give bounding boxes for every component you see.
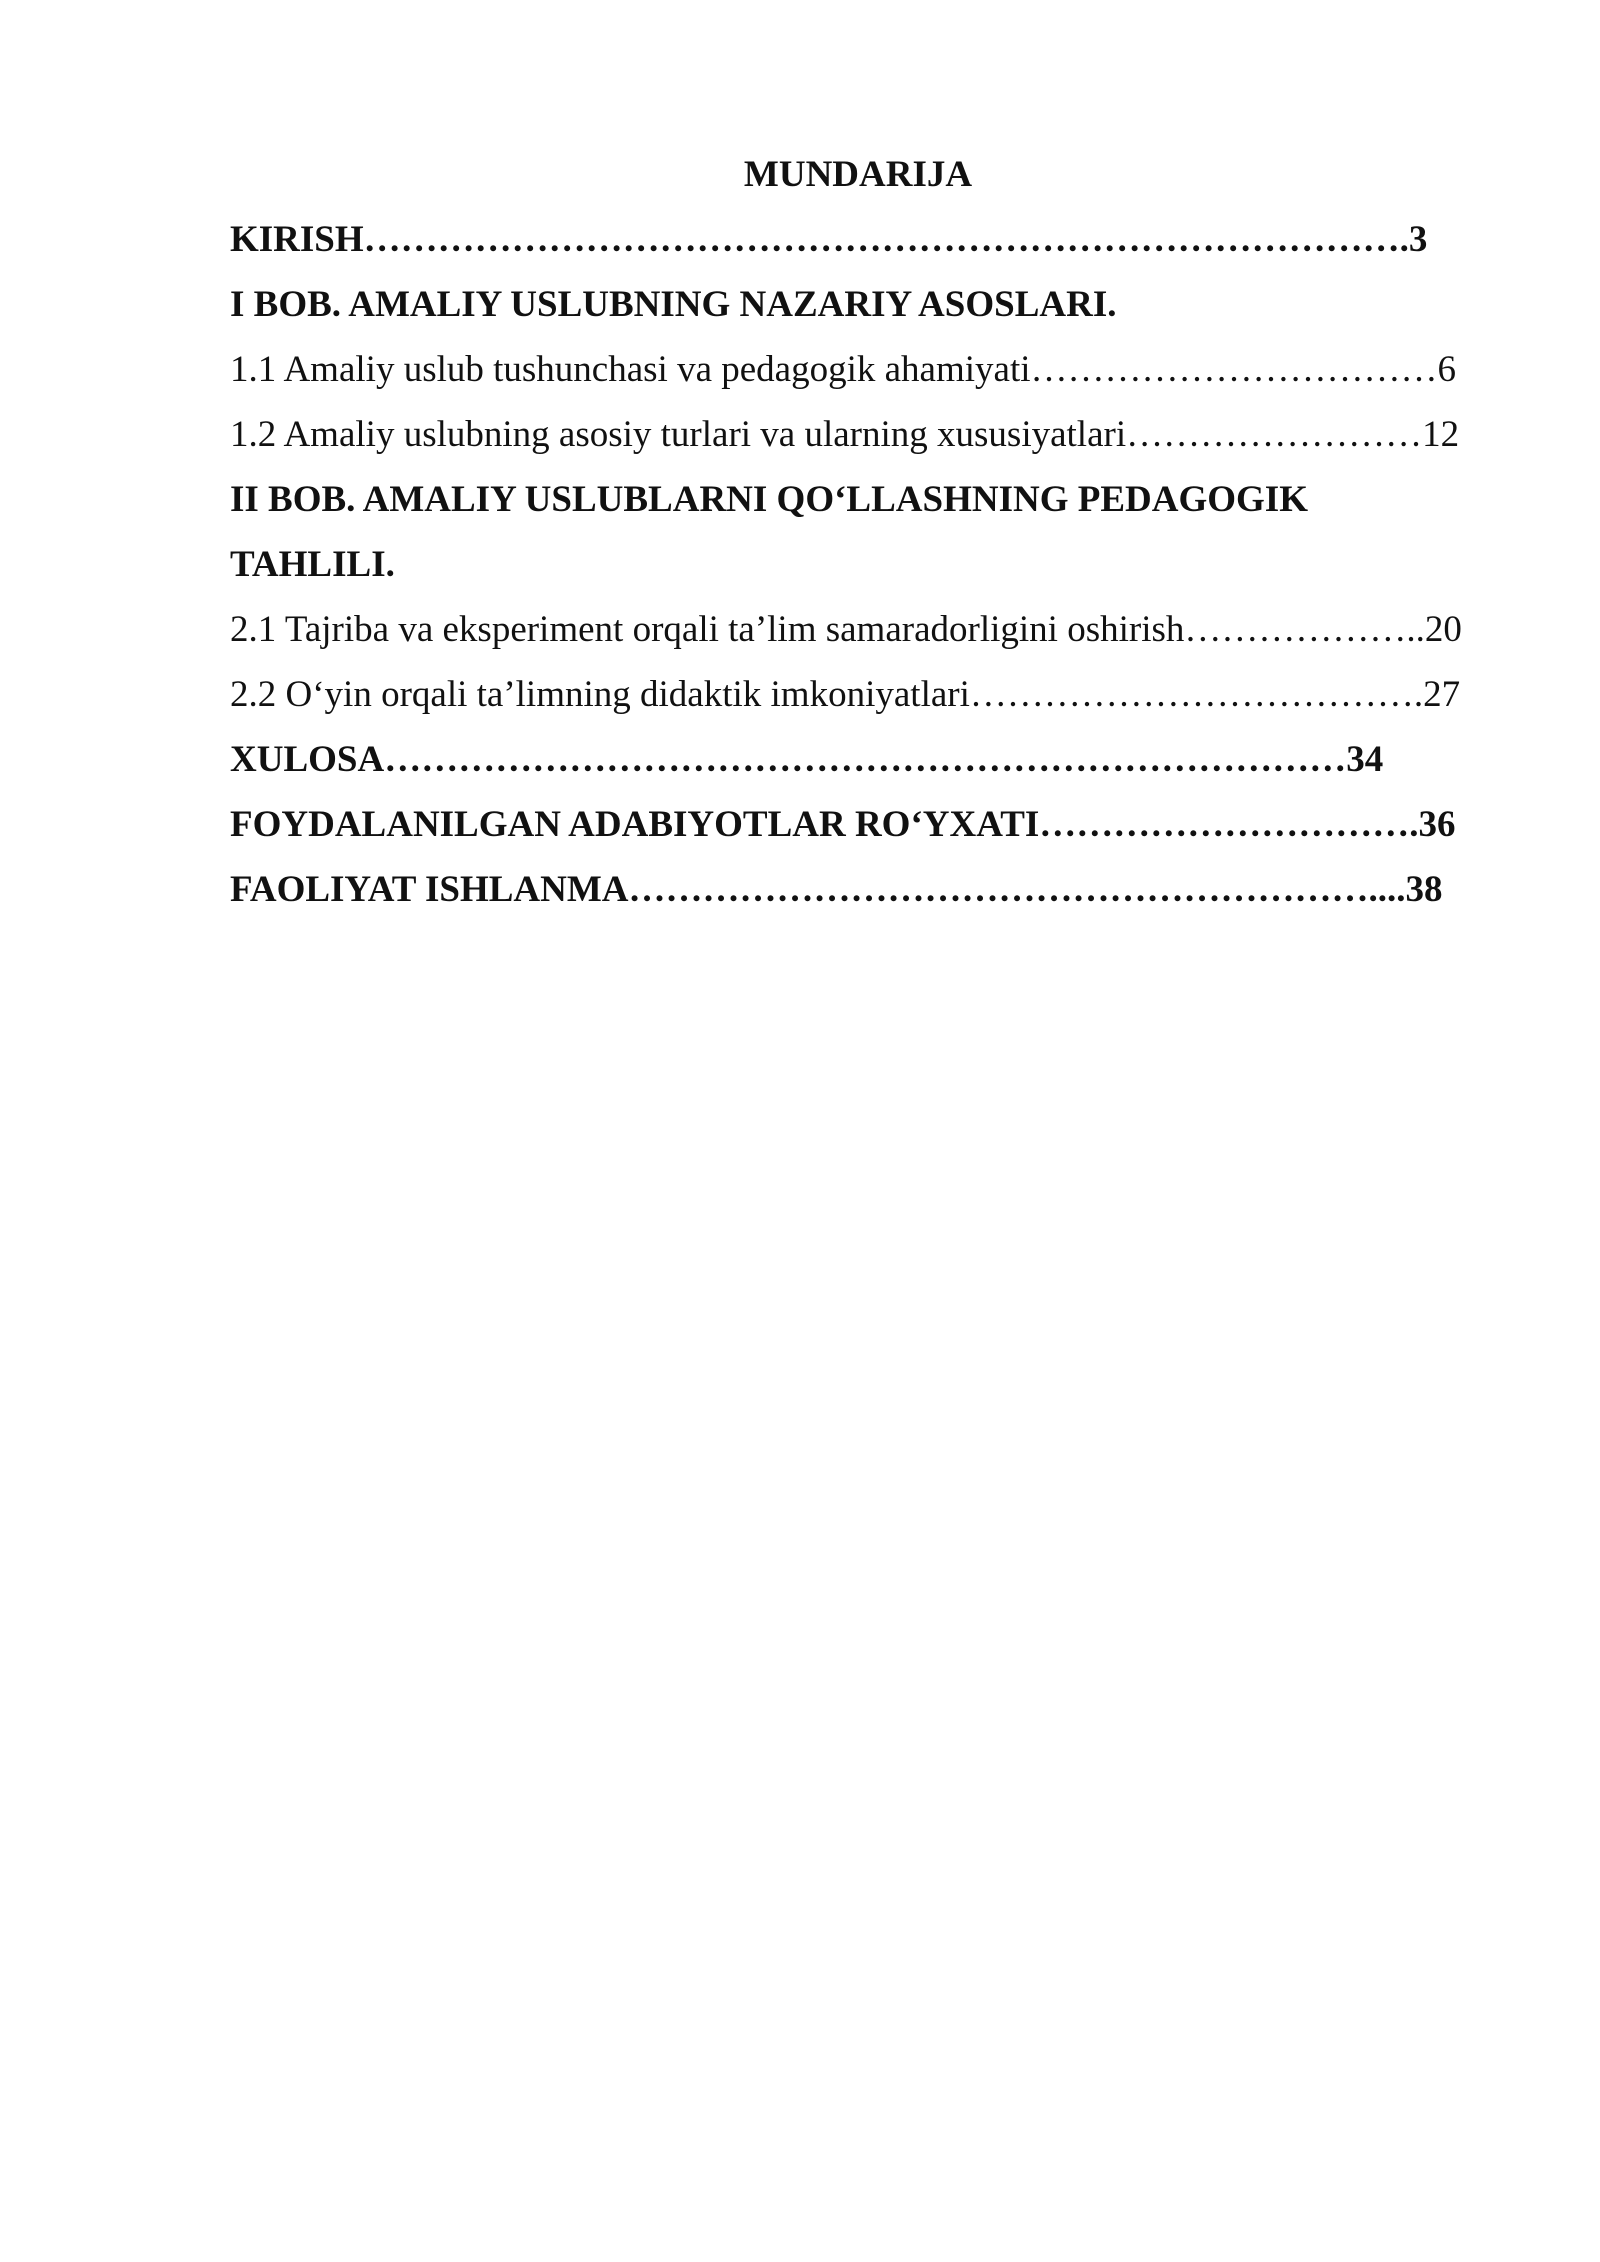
toc-chapter-1-heading: I BOB. AMALIY USLUBNING NAZARIY ASOSLARI. xyxy=(230,284,1117,325)
toc-entry-references: FOYDALANILGAN ADABIYOTLAR RO‘YXATI………………………….36 xyxy=(230,804,1456,845)
toc-entry-kirish: KIRISH………………………………………………………………………….3 xyxy=(230,219,1428,260)
toc-chapter-2-heading-cont: TAHLILI. xyxy=(230,544,395,585)
toc-entry-faoliyat: FAOLIYAT ISHLANMA……………………………………………………....38 xyxy=(230,869,1443,910)
toc-entry-1-1: 1.1 Amaliy uslub tushunchasi va pedagogik ahamiyati……………………………6 xyxy=(230,349,1457,390)
toc-title: MUNDARIJA xyxy=(743,154,973,195)
toc-entry-2-1: 2.1 Tajriba va eksperiment orqali ta’lim samaradorligini oshirish………………..20 xyxy=(230,609,1462,650)
toc-entry-xulosa: XULOSA……………………………………………………………………34 xyxy=(230,739,1384,780)
toc-entry-1-2: 1.2 Amaliy uslubning asosiy turlari va ularning xususiyatlari……………………12 xyxy=(230,414,1460,455)
toc-entry-2-2: 2.2 O‘yin orqali ta’limning didaktik imkoniyatlari……………………………….27 xyxy=(230,674,1461,715)
toc-chapter-2-heading: II BOB. AMALIY USLUBLARNI QO‘LLASHNING PEDAGOGIK xyxy=(230,479,1308,520)
